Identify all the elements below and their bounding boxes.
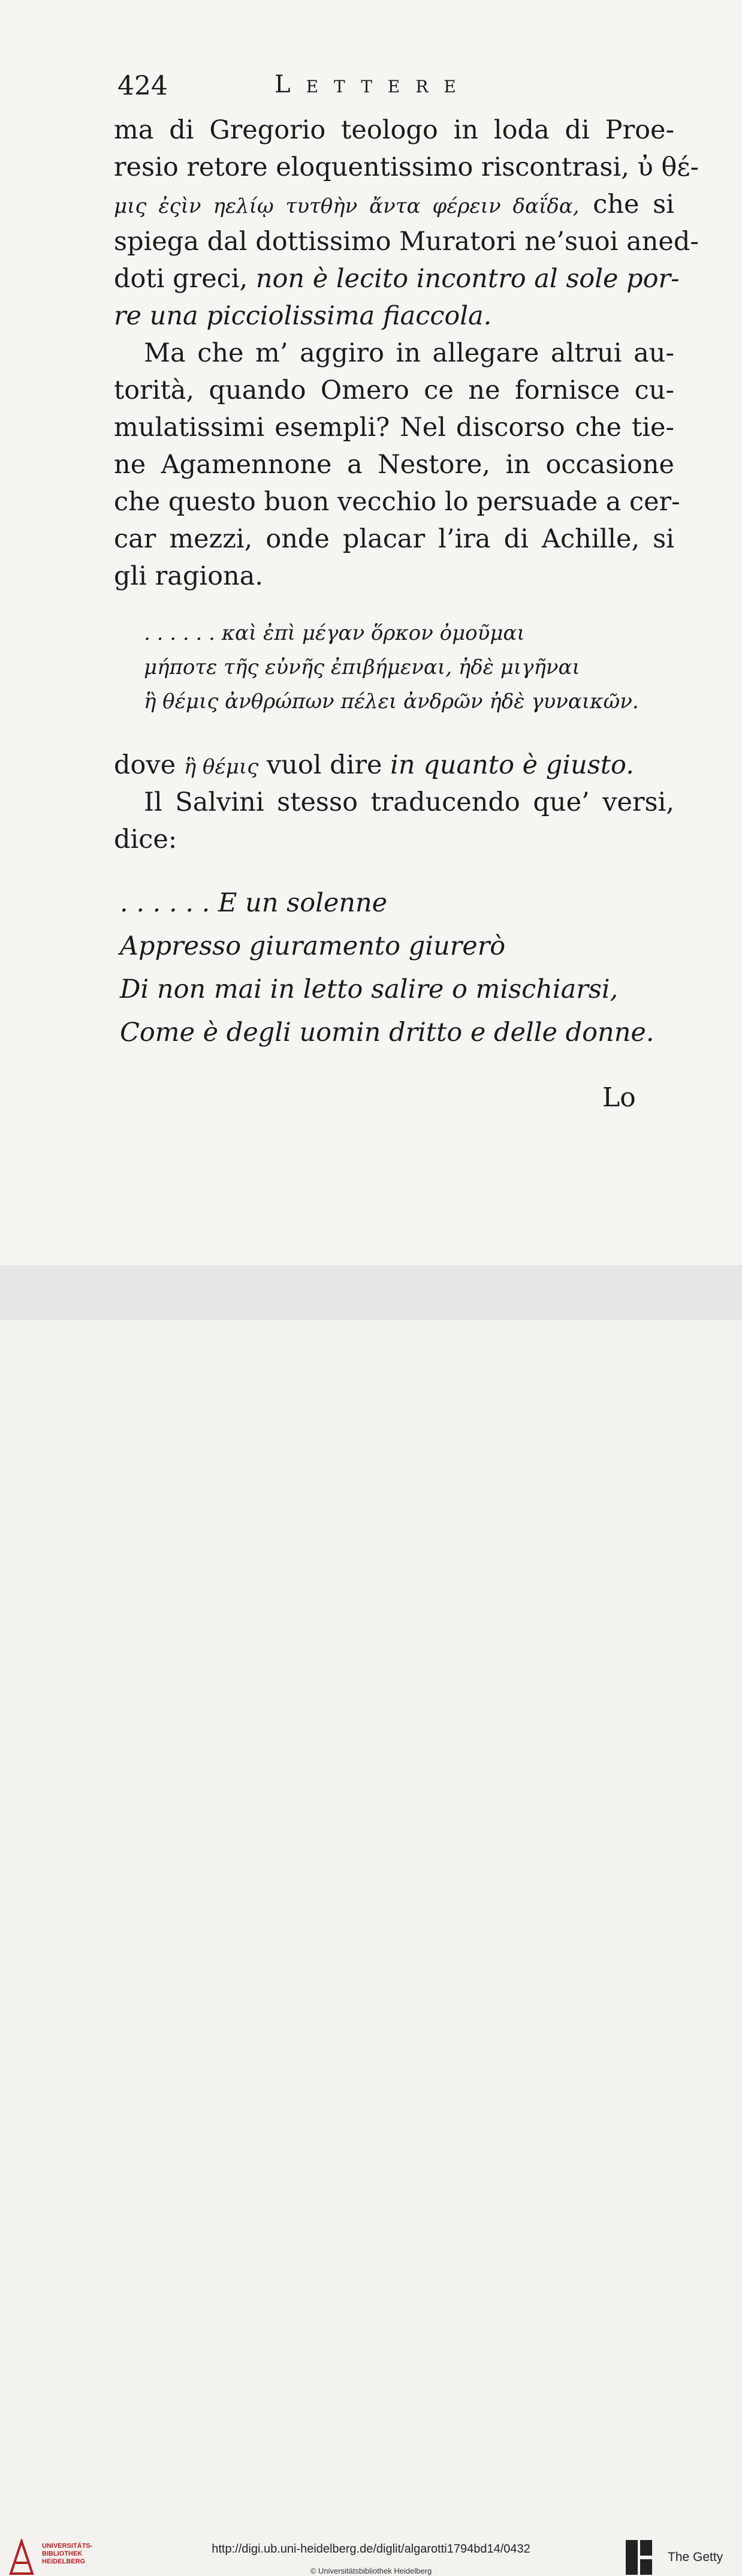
body-line: mulatissimi esempli? Nel discorso che tie- [114,413,674,443]
copyright-notice: © Universitätsbibliothek Heidelberg [310,2566,432,2575]
body-line: ma di Gregorio teologo in loda di Proe- [114,115,674,145]
body-line: car mezzi, onde placar l’ira di Achille, si [114,524,674,554]
body-line: ne Agamennone a Nestore, in occasione [114,450,674,480]
greek-verse-line: ἣ θέμις ἀνθρώπων πέλει ἀνδρῶν ἠδὲ γυναικῶν. [144,690,639,714]
body-line: dice: [114,824,177,854]
body-line: Il Salvini stesso traducendo que’ versi, [144,787,674,817]
italian-verse-line: Di non mai in letto salire o mischiarsi, [120,974,619,1004]
library-name: UNIVERSITÄTS-BIBLIOTHEK HEIDELBERG [42,2542,93,2565]
catchword: Lo [602,1082,636,1113]
partner-name: The Getty [668,2550,723,2564]
book-page [0,0,742,1265]
body-line: che questo buon vecchio lo persuade a cer- [114,487,680,517]
body-line: Ma che m’ aggiro in allegare altrui au- [144,338,674,368]
italian-verse-line: Appresso giuramento giurerò [120,931,506,961]
viewer-footer [0,1265,742,2575]
body-line: dove ἣ θέμις vuol dire in quanto è giusto. [114,750,634,780]
body-line: μις ἐςὶν ηελίῳ τυτθὴν ἄντα φέρειν δαΐδα, che si [114,189,674,219]
italian-verse-line: Come è degli uomin dritto e delle donne. [120,1018,654,1048]
running-title: Lettere [275,71,472,98]
italian-verse-line: . . . . . . E un solenne [120,888,388,918]
greek-verse-line: μήποτε τῆς εὐνῆς ἐπιβήμεναι, ἠδὲ μιγῆναι [144,655,580,679]
greek-verse-line: . . . . . . καὶ ἐπὶ μέγαν ὅρκον ὀμοῦμαι [144,621,525,645]
page-url-link[interactable]: http://digi.ub.uni-heidelberg.de/diglit/algarotti1794bd14/0432 [212,2542,530,2556]
page-number: 424 [117,71,168,101]
body-line: doti greci, non è lecito incontro al sole por- [114,264,680,294]
body-line: gli ragiona. [114,561,264,591]
body-line: re una picciolissima fiaccola. [114,301,492,331]
body-line: resio retore eloquentissimo riscontrasi, ὐ θέ- [114,152,699,182]
greek-quote: μις ἐςὶν ηελίῳ τυτθὴν ἄντα φέρειν δαΐδα, [114,194,580,218]
body-line: spiega dal dottissimo Muratori ne’suoi aned- [114,227,699,257]
getty-logo-icon [625,2539,653,2576]
body-line: torità, quando Omero ce ne fornisce cu- [114,375,674,405]
